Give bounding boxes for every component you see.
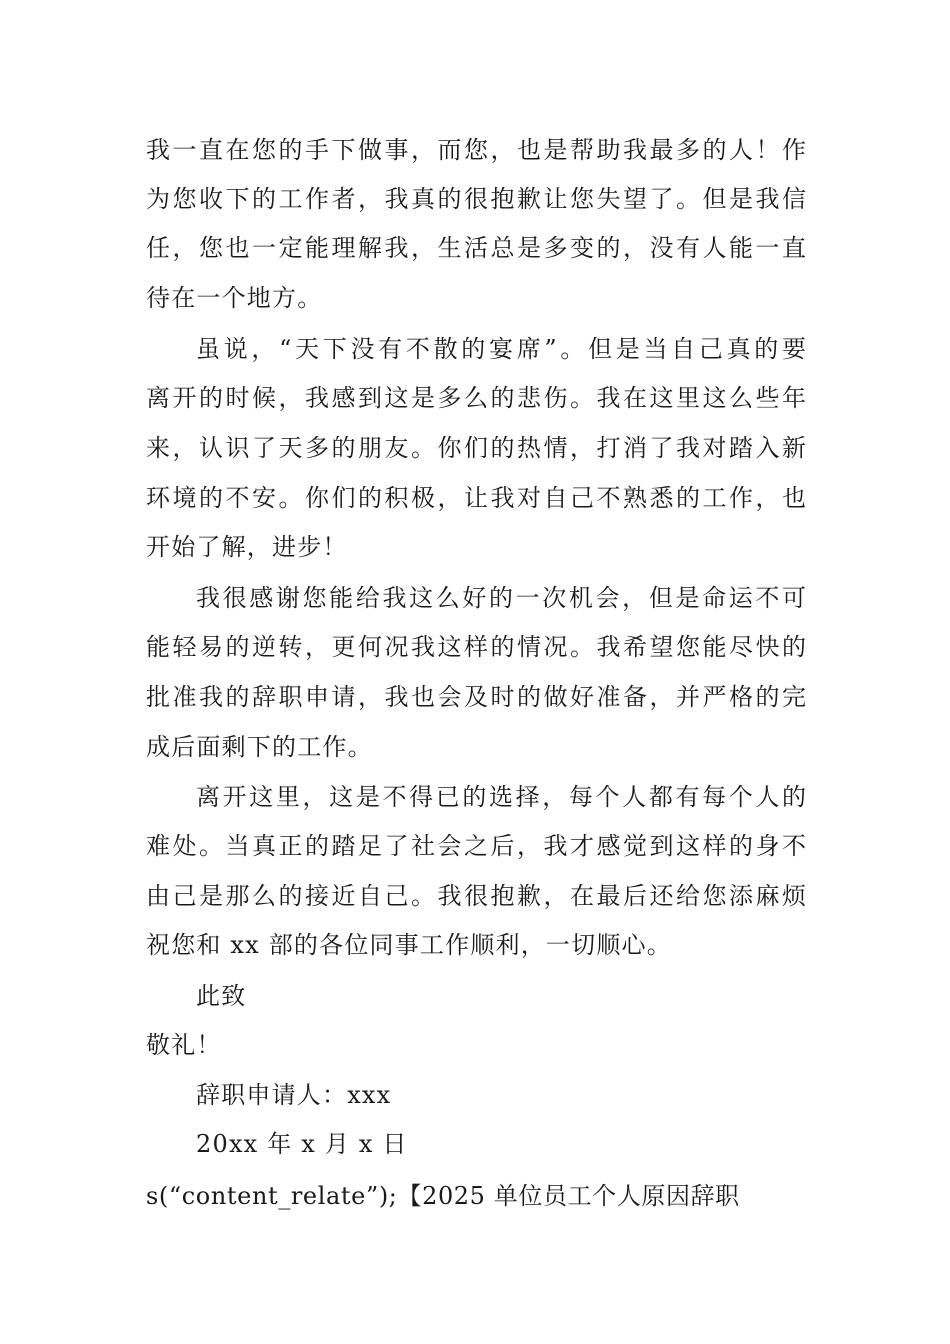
body-text-line: 虽说，“天下没有不散的宴席”。但是当自己真的要 <box>196 335 806 363</box>
body-text-line: 来，认识了天多的朋友。你们的热情，打消了我对踏入新 <box>146 434 806 462</box>
body-text-line: 由己是那么的接近自己。我很抱歉，在最后还给您添麻烦 <box>146 882 806 910</box>
body-text-line: 我很感谢您能给我这么好的一次机会，但是命运不可 <box>196 584 806 612</box>
body-text-line: 成后面剩下的工作。 <box>146 733 373 761</box>
body-text-line: 离开的时候，我感到这是多么的悲伤。我在这里这么些年 <box>146 384 806 412</box>
signature-line: 辞职申请人：xxx <box>196 1081 392 1109</box>
body-text-line: 开始了解，进步！ <box>146 533 348 561</box>
body-text-line: 任，您也一定能理解我，生活总是多变的，没有人能一直 <box>146 234 806 262</box>
body-text-line: 为您收下的工作者，我真的很抱歉让您失望了。但是我信 <box>146 185 806 213</box>
closing-salutation: 此致 <box>196 982 247 1010</box>
footer-code-text: s(“content_relate”);【2025 单位员工个人原因辞职 <box>146 1182 740 1210</box>
body-text-line: 离开这里，这是不得已的选择，每个人都有每个人的 <box>196 783 806 811</box>
body-text-line: 难处。当真正的踏足了社会之后，我才感觉到这样的身不 <box>146 832 806 860</box>
body-text-line: 环境的不安。你们的积极，让我对自己不熟悉的工作，也 <box>146 484 806 512</box>
body-text-line: 祝您和 xx 部的各位同事工作顺利，一切顺心。 <box>146 931 672 959</box>
body-text-line: 我一直在您的手下做事，而您，也是帮助我最多的人！作 <box>146 136 806 164</box>
body-text-line: 能轻易的逆转，更何况我这样的情况。我希望您能尽快的 <box>146 633 806 661</box>
closing-regards: 敬礼！ <box>146 1031 222 1059</box>
body-text-line: 待在一个地方。 <box>146 284 323 312</box>
date-line: 20xx 年 x 月 x 日 <box>196 1130 408 1158</box>
body-text-line: 批准我的辞职申请，我也会及时的做好准备，并严格的完 <box>146 683 806 711</box>
